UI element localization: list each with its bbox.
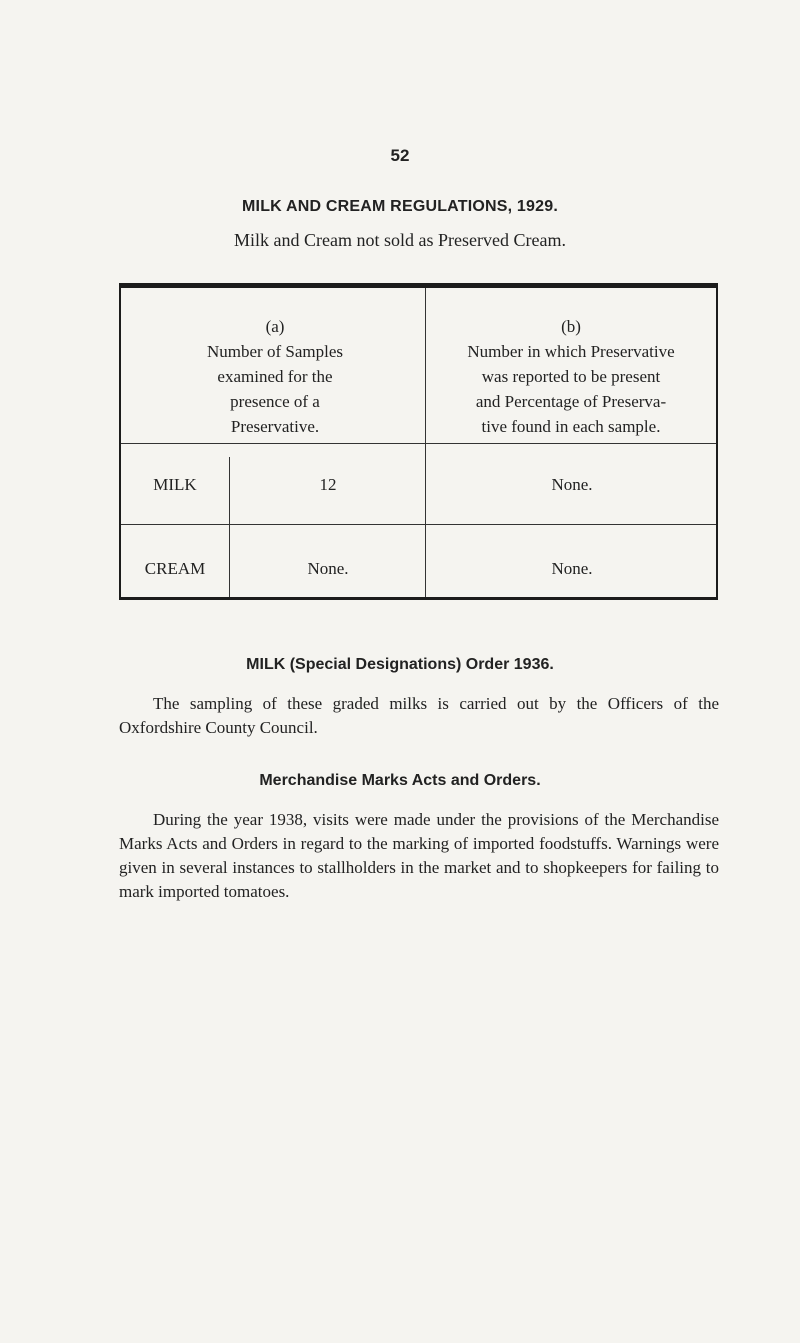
column-a-header bbox=[125, 314, 425, 439]
column-a-line: Preservative. bbox=[230, 417, 320, 436]
section-subheading: Milk and Cream not sold as Preserved Cream. bbox=[234, 230, 566, 250]
row-milk-preservative: None. bbox=[551, 475, 593, 494]
column-b-line: and Percentage of Preserva- bbox=[475, 392, 667, 411]
column-a-line: Number of Samples bbox=[207, 342, 343, 361]
table-row-divider bbox=[121, 524, 716, 525]
paragraph-merchandise-marks: During the year 1938, visits were made under the provisions of the Merchandise Marks Acts and Orders in regard to the marking of imported foodstuffs. Warnings were given in several instances to stallholders in the market and to shopkeepers for failing to mark imported tomatoes. bbox=[119, 810, 719, 901]
paragraph-special-designations: The sampling of these graded milks is carried out by the Officers of the Oxfordshire County Council. bbox=[119, 694, 719, 737]
column-b-line: tive found in each sample. bbox=[481, 417, 661, 436]
page-number: 52 bbox=[390, 146, 410, 165]
column-b-line: Number in which Preservative bbox=[467, 342, 675, 361]
row-label-milk: MILK bbox=[153, 475, 197, 494]
row-cream-preservative: None. bbox=[551, 559, 593, 578]
row-milk-samples: 12 bbox=[319, 475, 337, 494]
column-b-header bbox=[426, 314, 716, 439]
table-header-divider bbox=[121, 443, 716, 444]
section-heading-milk-cream: MILK AND CREAM REGULATIONS, 1929. bbox=[242, 198, 558, 215]
column-a-line: presence of a bbox=[230, 392, 320, 411]
column-a-label: (a) bbox=[265, 317, 285, 336]
column-b-label: (b) bbox=[561, 317, 581, 336]
section-heading-merchandise-marks: Merchandise Marks Acts and Orders. bbox=[259, 772, 541, 789]
column-a-line: examined for the bbox=[217, 367, 333, 386]
column-b-line: was reported to be present bbox=[481, 367, 661, 386]
table-bottom-rule bbox=[119, 597, 718, 600]
row-label-cream: CREAM bbox=[144, 559, 206, 578]
row-cream-samples: None. bbox=[307, 559, 349, 578]
section-heading-special-designations: MILK (Special Designations) Order 1936. bbox=[246, 656, 554, 673]
